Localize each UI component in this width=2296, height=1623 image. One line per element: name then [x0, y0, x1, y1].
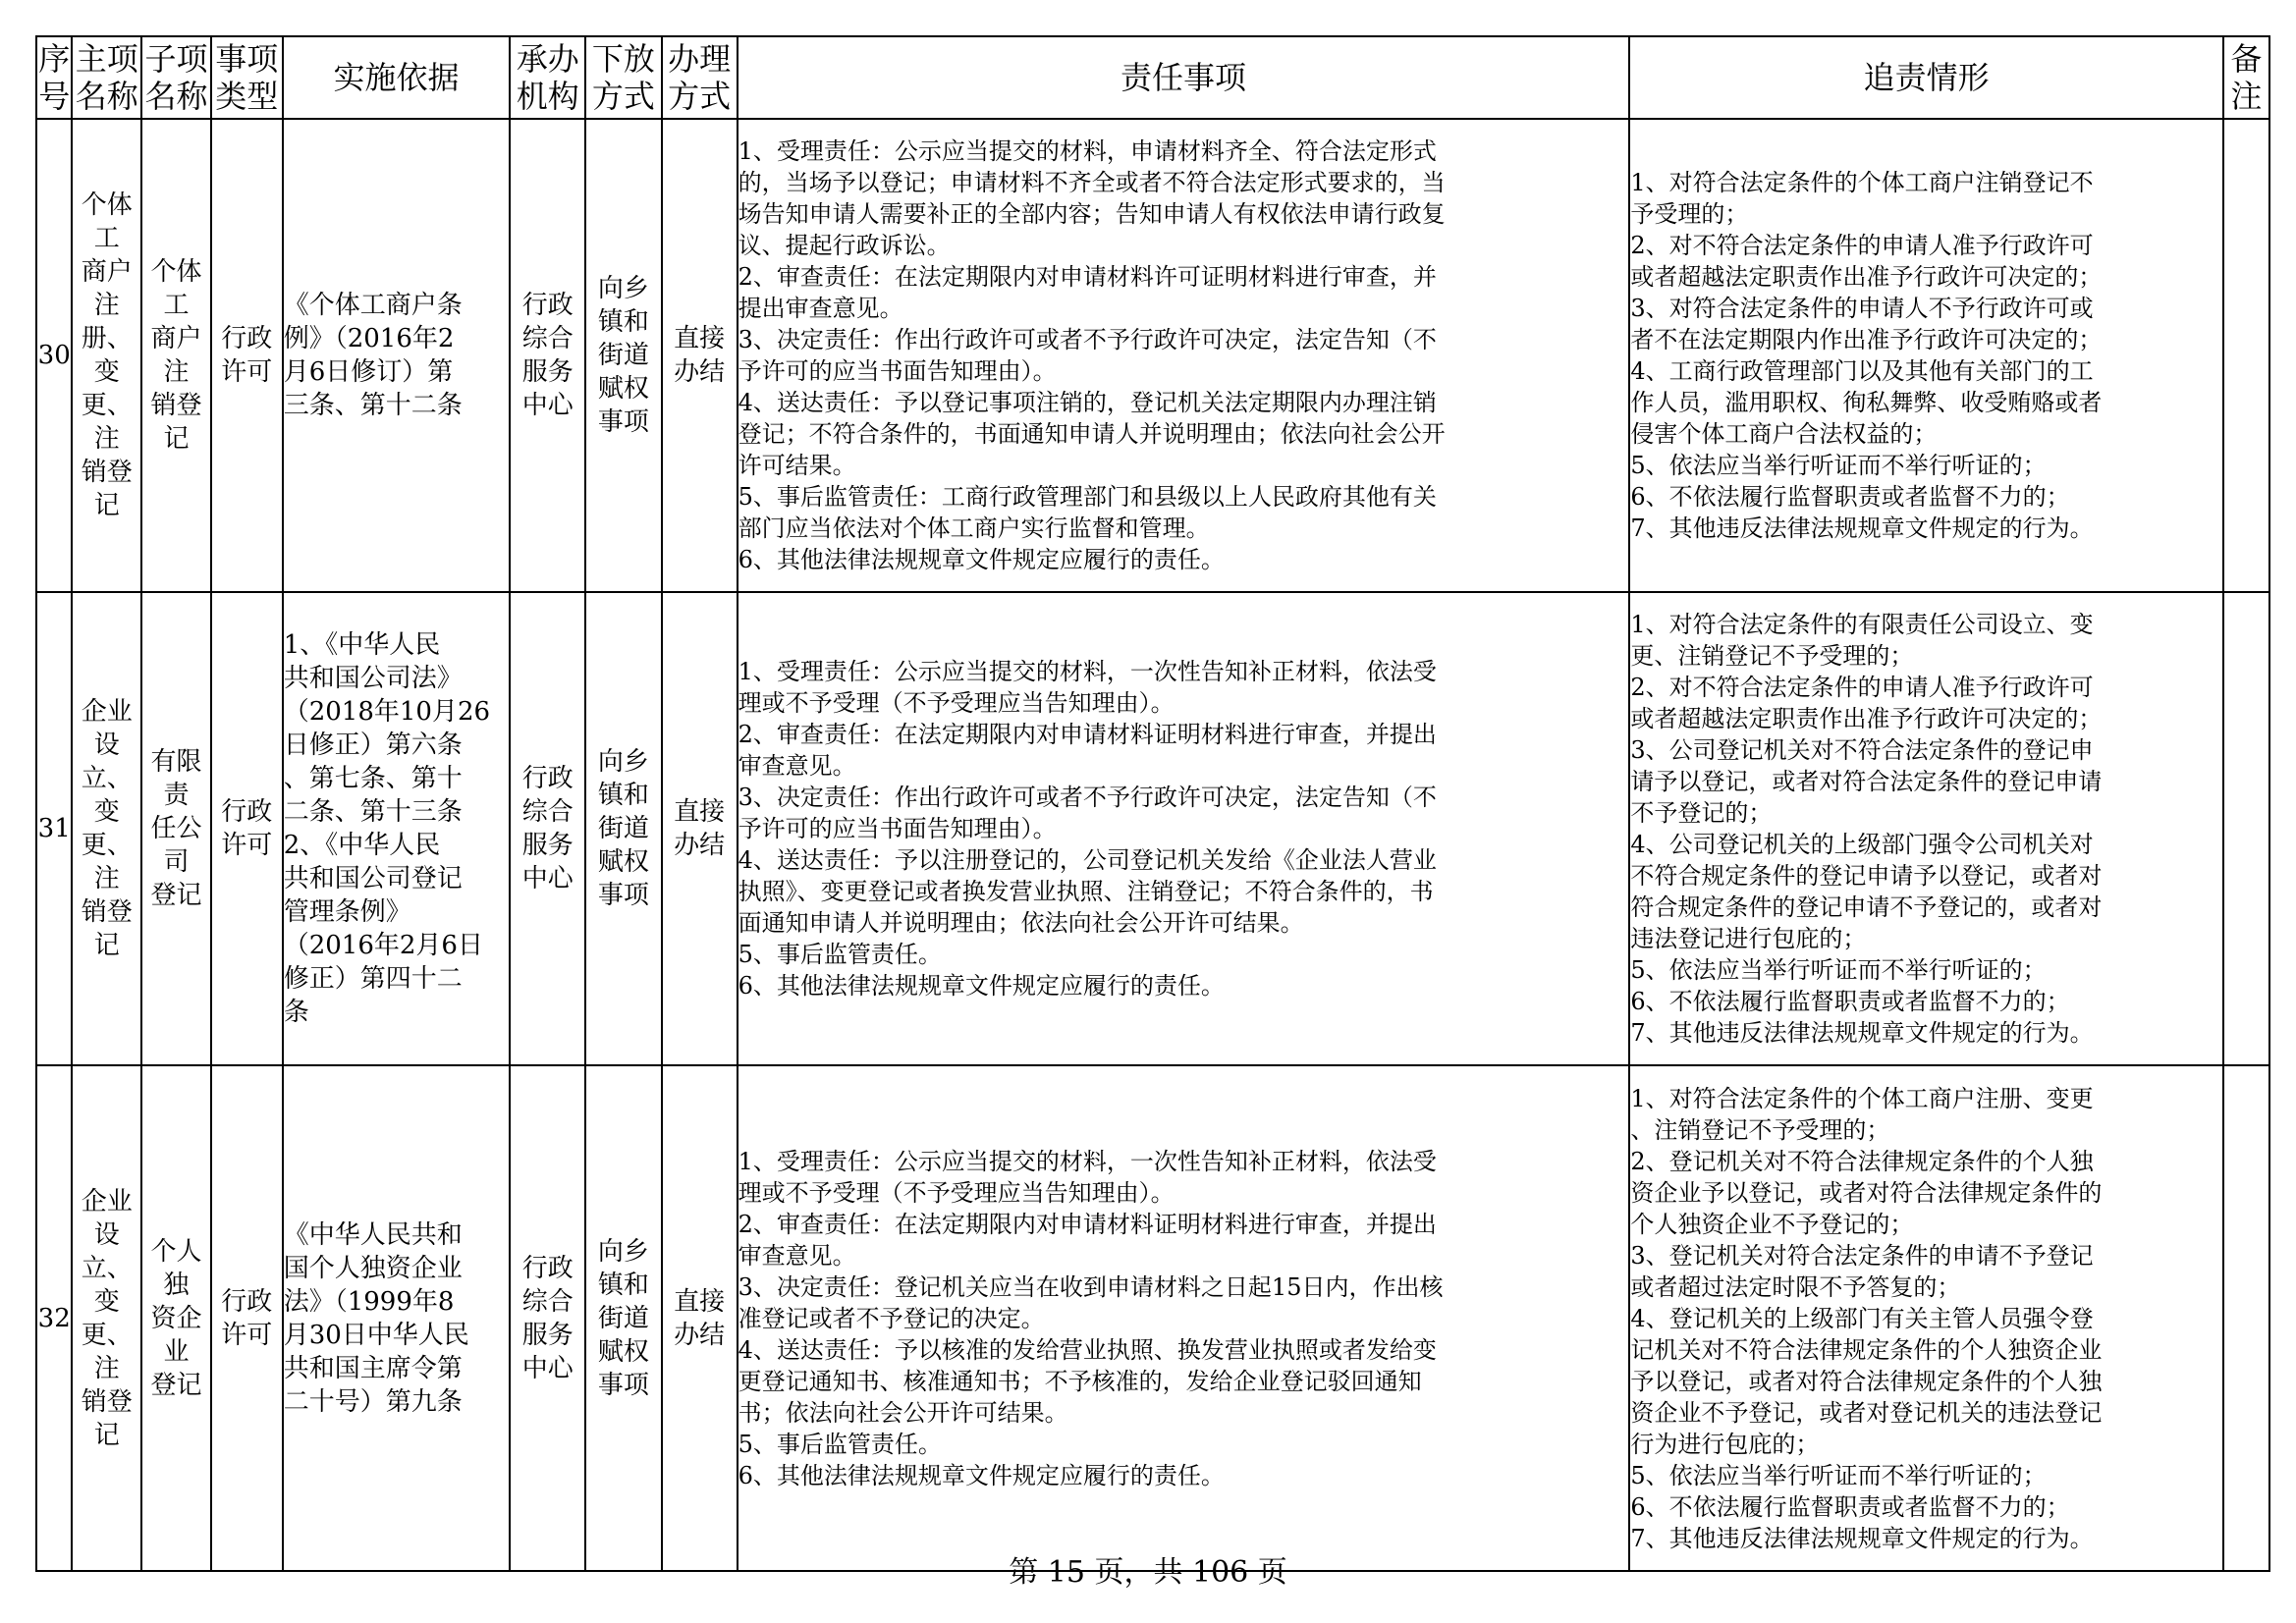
header-org: 承办 机构 [510, 36, 585, 119]
cell-delegate: 向乡 镇和 街道 赋权 事项 [585, 1065, 661, 1571]
cell-sub-item: 个人独 资企业 登记 [141, 1065, 211, 1571]
cell-responsibility: 1、受理责任：公示应当提交的材料，一次性告知补正材料，依法受 理或不予受理（不予受理应当告知理由）。 2、审查责任：在法定期限内对申请材料证明材料进行审查，并提出 审查意见。 3、决定责任：作出行政许可或者不予行政许可决定，法定告知（不 予许可的应当书面告知理由）。 4、送达责任：予以注册登记的，公司登记机关发给《企业法人营业 执照》、变更登记或者换发营业执照、注销登记；不符合条件的，书 面通知申请人并说明理由；依法向社会公开许可结果。 5、事后监管责任。 6、其他法律法规规章文件规定应履行的责任。 [738, 592, 1630, 1065]
cell-seq: 32 [36, 1065, 72, 1571]
cell-delegate: 向乡 镇和 街道 赋权 事项 [585, 119, 661, 592]
header-handle: 办理 方式 [662, 36, 738, 119]
cell-accountability: 1、对符合法定条件的个体工商户注册、变更 、注销登记不予受理的； 2、登记机关对不符合法律规定条件的个人独 资企业予以登记，或者对符合法律规定条件的 个人独资企业不予登记的； 3、登记机关对符合法定条件的申请不予登记 或者超过法定时限不予答复的； 4、登记机关的上级部门有关主管人员强令登 记机关对不符合法律规定条件的个人独资企业 予以登记，或者对符合法律规定条件的个人独 资企业不予登记，或者对登记机关的违法登记 行为进行包庇的； 5、依法应当举行听证而不举行听证的； 6、不依法履行监督职责或者监督不力的； 7、其他违反法律法规规章文件规定的行为。 [1629, 1065, 2222, 1571]
table-row [36, 1065, 2269, 1571]
cell-sub-item: 有限责 任公司 登记 [141, 592, 211, 1065]
cell-accountability: 1、对符合法定条件的有限责任公司设立、变 更、注销登记不予受理的； 2、对不符合法定条件的申请人准予行政许可 或者超越法定职责作出准予行政许可决定的； 3、公司登记机关对不符合法定条件的登记申 请予以登记，或者对符合法定条件的登记申请 不予登记的； 4、公司登记机关的上级部门强令公司机关对 不符合规定条件的登记申请予以登记，或者对 符合规定条件的登记申请不予登记的，或者对 违法登记进行包庇的； 5、依法应当举行听证而不举行听证的； 6、不依法履行监督职责或者监督不力的； 7、其他违反法律法规规章文件规定的行为。 [1629, 592, 2222, 1065]
cell-basis: 1、《中华人民 共和国公司法》 （2018年10月26 日修正）第六条 、第七条、第十 二条、第十三条 2、《中华人民 共和国公司登记 管理条例》 （2016年2月6日 修正）第四十二 条 [283, 592, 510, 1065]
cell-responsibility: 1、受理责任：公示应当提交的材料，一次性告知补正材料，依法受 理或不予受理（不予受理应当告知理由）。 2、审查责任：在法定期限内对申请材料证明材料进行审查，并提出 审查意见。 3、决定责任：登记机关应当在收到申请材料之日起15日内，作出核 准登记或者不予登记的决定。 4、送达责任：予以核准的发给营业执照、换发营业执照或者发给变 更登记通知书、核准通知书；不予核准的，发给企业登记驳回通知 书；依法向社会公开许可结果。 5、事后监管责任。 6、其他法律法规规章文件规定应履行的责任。 [738, 1065, 1630, 1571]
header-sub-item: 子项 名称 [141, 36, 211, 119]
cell-basis: 《中华人民共和 国个人独资企业 法》（1999年8 月30日中华人民 共和国主席令第 二十号）第九条 [283, 1065, 510, 1571]
cell-seq: 31 [36, 592, 72, 1065]
cell-remark [2223, 592, 2269, 1065]
cell-remark [2223, 119, 2269, 592]
cell-handle: 直接 办结 [662, 119, 738, 592]
header-type: 事项 类型 [211, 36, 283, 119]
header-row [36, 36, 2269, 119]
responsibility-table [35, 35, 2270, 1572]
cell-basis: 《个体工商户条 例》（2016年2 月6日修订）第 三条、第十二条 [283, 119, 510, 592]
cell-accountability: 1、对符合法定条件的个体工商户注销登记不 予受理的； 2、对不符合法定条件的申请人准予行政许可 或者超越法定职责作出准予行政许可决定的； 3、对符合法定条件的申请人不予行政许可或 者不在法定期限内作出准予行政许可决定的； 4、工商行政管理部门以及其他有关部门的工 作人员，滥用职权、徇私舞弊、收受贿赂或者 侵害个体工商户合法权益的； 5、依法应当举行听证而不举行听证的； 6、不依法履行监督职责或者监督不力的； 7、其他违反法律法规规章文件规定的行为。 [1629, 119, 2222, 592]
header-responsibility: 责任事项 [738, 36, 1630, 119]
header-basis: 实施依据 [283, 36, 510, 119]
cell-handle: 直接 办结 [662, 1065, 738, 1571]
table-row [36, 592, 2269, 1065]
header-delegate: 下放 方式 [585, 36, 661, 119]
header-remark: 备 注 [2223, 36, 2269, 119]
page-footer: 第 15 页，共 106 页 [1009, 1555, 1287, 1590]
header-accountability: 追责情形 [1629, 36, 2222, 119]
cell-org: 行政 综合 服务 中心 [510, 592, 585, 1065]
header-main-item: 主项 名称 [72, 36, 141, 119]
cell-type: 行政 许可 [211, 119, 283, 592]
cell-seq: 30 [36, 119, 72, 592]
cell-delegate: 向乡 镇和 街道 赋权 事项 [585, 592, 661, 1065]
cell-main-item: 个体工 商户注 册、变 更、注 销登记 [72, 119, 141, 592]
table-row [36, 119, 2269, 592]
cell-main-item: 企业设 立、变 更、注 销登记 [72, 1065, 141, 1571]
cell-org: 行政 综合 服务 中心 [510, 119, 585, 592]
cell-handle: 直接 办结 [662, 592, 738, 1065]
cell-org: 行政 综合 服务 中心 [510, 1065, 585, 1571]
cell-main-item: 企业设 立、变 更、注 销登记 [72, 592, 141, 1065]
cell-remark [2223, 1065, 2269, 1571]
cell-responsibility: 1、受理责任：公示应当提交的材料，申请材料齐全、符合法定形式 的，当场予以登记；申请材料不齐全或者不符合法定形式要求的，当 场告知申请人需要补正的全部内容；告知申请人有权依法申请行政复 议、提起行政诉讼。 2、审查责任：在法定期限内对申请材料许可证明材料进行审查，并 提出审查意见。 3、决定责任：作出行政许可或者不予行政许可决定，法定告知（不 予许可的应当书面告知理由）。 4、送达责任：予以登记事项注销的，登记机关法定期限内办理注销 登记；不符合条件的，书面通知申请人并说明理由；依法向社会公开 许可结果。 5、事后监管责任：工商行政管理部门和县级以上人民政府其他有关 部门应当依法对个体工商户实行监督和管理。 6、其他法律法规规章文件规定应履行的责任。 [738, 119, 1630, 592]
cell-type: 行政 许可 [211, 1065, 283, 1571]
header-seq: 序 号 [36, 36, 72, 119]
cell-type: 行政 许可 [211, 592, 283, 1065]
cell-sub-item: 个体工 商户注 销登记 [141, 119, 211, 592]
